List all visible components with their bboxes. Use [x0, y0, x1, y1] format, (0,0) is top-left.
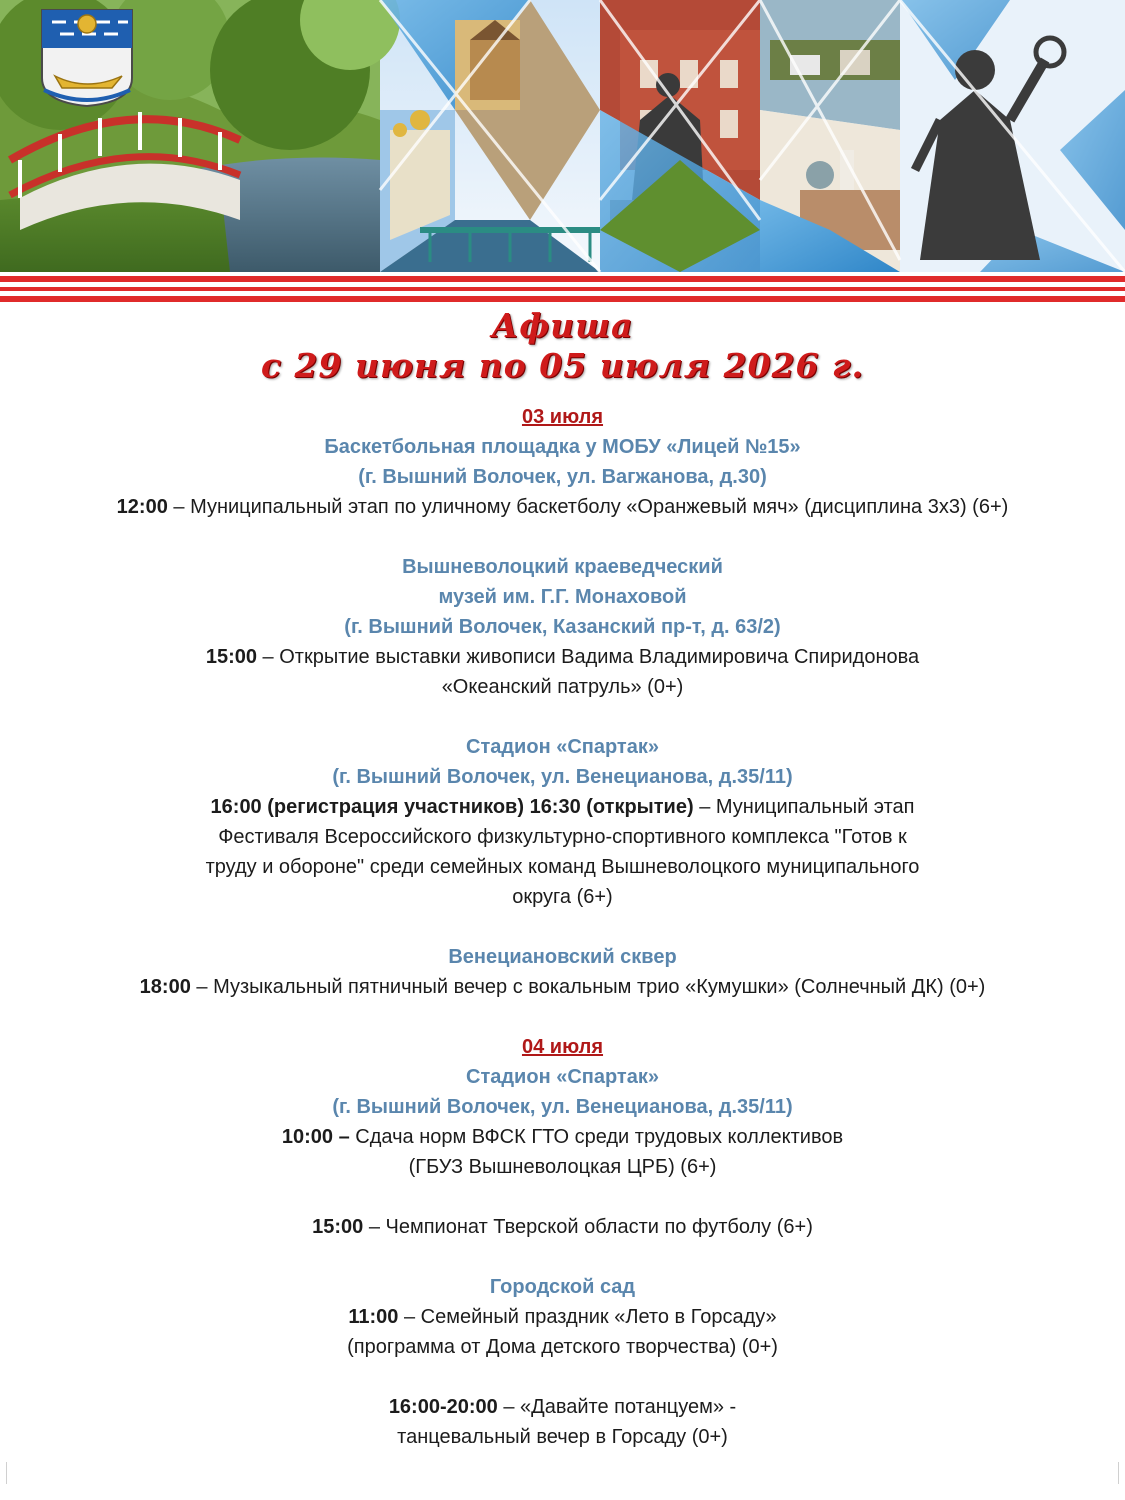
event-text: округа (6+) — [512, 886, 613, 908]
page-edge-mark — [1118, 1462, 1119, 1484]
venue-name: Стадион «Спартак» — [466, 1066, 659, 1088]
decorative-red-stripes — [0, 276, 1125, 307]
event-item — [0, 792, 1125, 822]
event-text: (ГБУЗ Вышневолоцкая ЦРБ) (6+) — [408, 1156, 717, 1178]
event-item — [0, 642, 1125, 672]
poster-title-dates: с 29 июня по 05 июля 2026 г. — [260, 346, 865, 385]
event-text: – Чемпионат Тверской области по футболу (6+) — [368, 1216, 813, 1238]
city-coat-of-arms — [42, 10, 132, 106]
day-date: 03 июля — [521, 406, 604, 428]
day-date: 04 июля — [521, 1036, 604, 1058]
event-item — [0, 492, 1125, 522]
poster-title-line1: Афиша — [491, 306, 634, 345]
event-time: 10:00 – — [281, 1126, 350, 1148]
collage-graphic — [0, 0, 1125, 272]
event-time: 15:00 — [205, 646, 257, 668]
venue-name: Вышневолоцкий краеведческий — [402, 556, 723, 578]
event-time: 11:00 — [348, 1306, 399, 1328]
event-text: Фестиваля Всероссийского физкультурно-спортивного комплекса "Готов к — [218, 826, 907, 848]
venue-address: (г. Вышний Волочек, ул. Вагжанова, д.30) — [358, 466, 767, 488]
event-time: 16:00 (регистрация участников) 16:30 (открытие) — [210, 796, 694, 818]
venue-address: (г. Вышний Волочек, ул. Венецианова, д.35/11) — [332, 1096, 793, 1118]
event-item — [0, 1212, 1125, 1242]
event-item — [0, 972, 1125, 1002]
poster-title — [0, 306, 1125, 386]
stripe — [0, 287, 1125, 291]
event-time: 12:00 — [116, 496, 168, 518]
event-item — [0, 1122, 1125, 1152]
event-text: Сдача норм ВФСК ГТО среди трудовых коллективов — [349, 1126, 844, 1148]
event-time: 16:00-20:00 — [388, 1396, 498, 1418]
stripe — [0, 276, 1125, 282]
event-text: танцевальный вечер в Горсаду (0+) — [397, 1426, 728, 1448]
event-text: «Океанский патруль» (0+) — [441, 676, 684, 698]
event-text: (программа от Дома детского творчества) (0+) — [347, 1336, 778, 1358]
event-text: – Семейный праздник «Лето в Горсаду» — [404, 1306, 777, 1328]
event-text: – Открытие выставки живописи Вадима Владимировича Спиридонова — [262, 646, 920, 668]
header-photo-collage — [0, 0, 1125, 272]
page-edge-mark — [6, 1462, 7, 1484]
event-time: 15:00 — [312, 1216, 364, 1238]
event-text: – «Давайте потанцуем» - — [503, 1396, 737, 1418]
venue-address: (г. Вышний Волочек, ул. Венецианова, д.35/11) — [332, 766, 793, 788]
venue-name: Городской сад — [489, 1276, 636, 1298]
event-text: – Музыкальный пятничный вечер с вокальным трио «Кумушки» (Солнечный ДК) (0+) — [196, 976, 986, 998]
stripe — [0, 296, 1125, 302]
event-text: – Муниципальный этап по уличному баскетболу «Оранжевый мяч» (дисциплина 3х3) (6+) — [173, 496, 1009, 518]
venue-name: Венециановский сквер — [448, 946, 677, 968]
venue-name: Стадион «Спартак» — [466, 736, 659, 758]
venue-name: Баскетбольная площадка у МОБУ «Лицей №15» — [324, 436, 801, 458]
schedule — [0, 402, 1125, 1452]
event-item — [0, 1392, 1125, 1422]
event-text: – Муниципальный этап — [699, 796, 915, 818]
event-time: 18:00 — [139, 976, 191, 998]
event-text: труду и обороне" среди семейных команд Вышневолоцкого муниципального — [205, 856, 920, 878]
venue-name: музей им. Г.Г. Монаховой — [438, 586, 687, 608]
event-item — [0, 1302, 1125, 1332]
venue-address: (г. Вышний Волочек, Казанский пр-т, д. 63/2) — [344, 616, 781, 638]
